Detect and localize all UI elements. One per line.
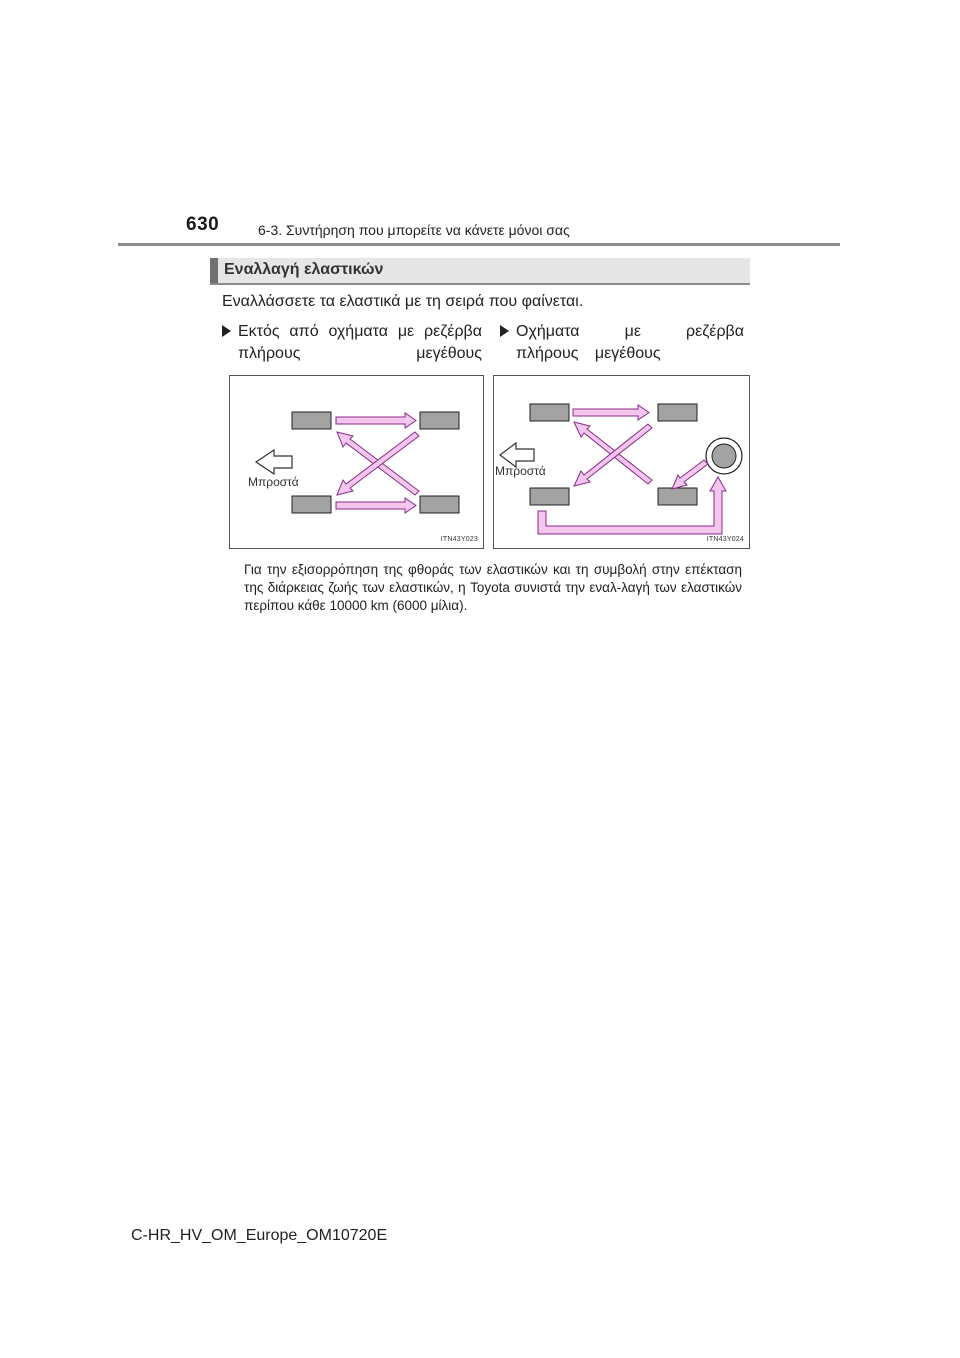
rotation-diagram-full-size-spare	[493, 375, 750, 549]
rotation-diagram-standard	[229, 375, 484, 549]
document-code: C-HR_HV_OM_Europe_OM10720E	[131, 1227, 388, 1244]
tire-rear-right	[658, 488, 697, 505]
front-direction-arrow-icon	[256, 450, 292, 474]
arrow-spare-to-rear	[672, 460, 708, 489]
front-label: Μπροστά	[248, 475, 299, 489]
tire-front-left	[530, 404, 569, 421]
option-without-spare	[222, 321, 482, 365]
option-label: Οχήματα με ρεζέρβα πλήρους μεγέθους	[516, 323, 744, 362]
rotation-note: Για την εξισορρόπηση της φθοράς των ελαστικών και τη συμβολή στην επέκταση της διάρκειας ζωής των ελαστικών, η Toyota συνιστά την εναλ-λαγή των ελαστικών περίπου κάθε 10000 km (6000 μίλια).	[244, 562, 742, 613]
section-header: 6-3. Συντήρηση που μπορείτε να κάνετε μόνοι σας	[258, 222, 570, 238]
tire-rear-left	[658, 404, 697, 421]
tire-rear-left	[420, 412, 459, 429]
rotation-diagram-svg	[494, 376, 751, 550]
bullet-triangle-icon	[222, 325, 231, 337]
arrow-front-to-rear-bottom	[336, 498, 416, 513]
page-number: 630	[186, 214, 220, 235]
tire-front-right	[530, 488, 569, 505]
header-divider	[118, 243, 840, 246]
diagram-code: ITN43Y023	[440, 536, 478, 543]
spare-tire-icon	[706, 438, 742, 474]
section-title: Εναλλαγή ελαστικών	[224, 261, 384, 278]
arrow-front-to-rear-top	[573, 405, 649, 420]
front-label: Μπροστά	[495, 464, 546, 478]
tire-front-right	[292, 496, 331, 513]
title-accent	[210, 258, 218, 283]
section-title-bar	[210, 258, 750, 285]
arrow-front-to-rear-top	[336, 413, 416, 428]
option-with-spare	[500, 321, 744, 365]
diagram-code: ITN43Y024	[706, 536, 744, 543]
tire-rear-right	[420, 496, 459, 513]
tire-front-left	[292, 412, 331, 429]
option-label: Εκτός από οχήματα με ρεζέρβα πλήρους μεγέθους	[238, 323, 482, 362]
bullet-triangle-icon	[500, 325, 509, 337]
intro-text: Εναλλάσσετε τα ελαστικά με τη σειρά που φαίνεται.	[222, 293, 584, 310]
rotation-diagram-svg	[230, 376, 485, 550]
